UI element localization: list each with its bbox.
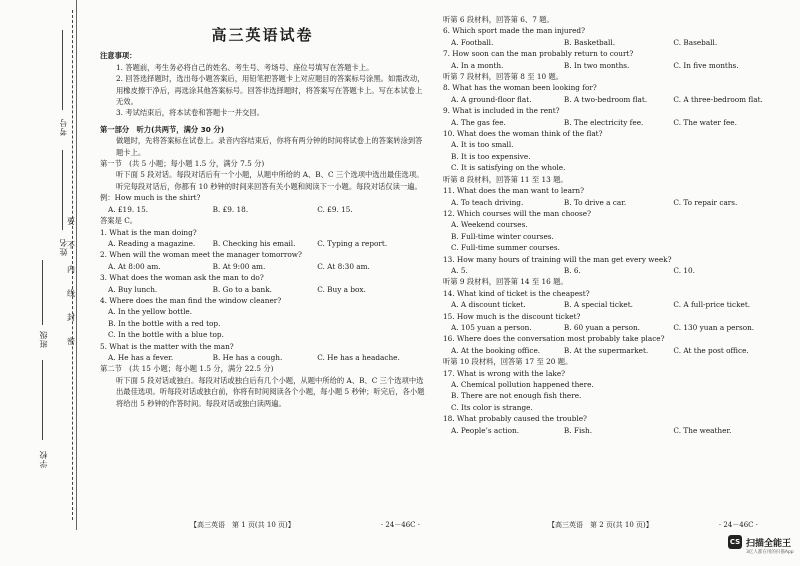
material-heading: 听第 8 段材料，回答第 11 至 13 题。 xyxy=(443,174,568,184)
option: B. 60 yuan a person. xyxy=(563,322,640,332)
material-heading: 听第 6 段材料，回答第 6、7 题。 xyxy=(443,15,554,24)
option: B. There are not enough fish there. xyxy=(451,391,582,401)
question: 13. How many hours of training will the man get every week? xyxy=(443,254,672,264)
option: A. A ground-floor flat. xyxy=(451,94,532,104)
option: A. 5. xyxy=(451,265,468,275)
question: 2. When will the woman meet the manager tomorrow? xyxy=(100,250,302,260)
option: B. Basketball. xyxy=(563,37,616,47)
name-blank xyxy=(62,150,63,230)
option: B. A two-bedroom flat. xyxy=(563,94,648,104)
option: A. The gas fee. xyxy=(451,117,506,127)
school-blank xyxy=(42,360,43,440)
option: A. Football. xyxy=(451,37,494,47)
question-options xyxy=(443,322,783,333)
binding-strip xyxy=(0,0,92,566)
section1-intro: 听下面 5 段对话。每段对话后有一个小题，从题中所给的 A、B、C 三个选项中选出最佳选项。听完每段对话后，你都有 10 秒钟的时间来回答有关小题和阅读下一小题。每段对话仅读一遍。 xyxy=(116,170,424,191)
option: A. Reading a magazine. xyxy=(108,238,196,248)
seal-char: 线 xyxy=(67,289,75,298)
option: B. Checking his email. xyxy=(212,238,296,248)
question: 6. Which sport made the man injured? xyxy=(443,26,585,36)
label-class: 班级 xyxy=(39,330,48,348)
option: C. Typing a report. xyxy=(317,238,388,248)
option: C. Baseball. xyxy=(673,37,718,47)
option: C. It is satisfying on the whole. xyxy=(451,163,566,173)
question: 15. How much is the discount ticket? xyxy=(443,311,581,321)
option: A. Weekend courses. xyxy=(451,220,528,230)
exam-title: 高三英语试卷 xyxy=(211,26,314,44)
page-code: · 24－46C · xyxy=(380,521,420,529)
question: 3. What does the woman ask the man to do? xyxy=(100,273,264,283)
seal-char: 内 xyxy=(67,265,75,274)
option: A. A discount ticket. xyxy=(451,300,526,310)
option: C. At 8:30 am. xyxy=(317,261,370,271)
seal-char: 不 xyxy=(67,241,75,250)
option: C. Buy a box. xyxy=(317,284,366,294)
option: A. In the yellow bottle. xyxy=(108,307,193,317)
option: B. Go to a bank. xyxy=(212,284,272,294)
option: B. £9. 18. xyxy=(212,204,249,214)
option: A. In a month. xyxy=(451,60,504,70)
exam-number-blank xyxy=(62,30,63,110)
example-question: 例：How much is the shirt? xyxy=(100,193,201,203)
seal-char: 封 xyxy=(67,313,75,322)
option: B. In the bottle with a red top. xyxy=(108,318,221,328)
option: A. He has a fever. xyxy=(108,352,174,362)
label-name: 姓名 xyxy=(59,238,68,256)
note-item: 3. 考试结束后，将本试卷和答题卡一并交回。 xyxy=(116,108,264,118)
option: B. A special ticket. xyxy=(563,300,633,310)
question-options xyxy=(443,37,783,48)
option: A. Chemical pollution happened there. xyxy=(451,380,594,389)
option: C. In five months. xyxy=(673,60,739,70)
binding-line xyxy=(76,0,77,530)
option: A. It is too small. xyxy=(451,140,514,150)
question: 12. Which courses will the man choose? xyxy=(443,208,592,218)
label-exam-number: 考号 xyxy=(59,118,68,136)
option: C. 130 yuan a person. xyxy=(673,322,755,332)
option: B. To drive a car. xyxy=(563,197,627,207)
question-options xyxy=(443,345,783,356)
material-heading: 听第 10 段材料，回答第 17 至 20 题。 xyxy=(443,357,573,367)
option: C. At the post office. xyxy=(673,345,749,355)
part1-heading: 第一部分 听力(共两节，满分 30 分) xyxy=(100,124,225,134)
part1-intro: 做题时，先将答案标在试卷上。录音内容结束后，你将有两分钟的时间将试卷上的答案转涂到答题卡上。 xyxy=(116,136,423,157)
option: A. 105 yuan a person. xyxy=(451,322,532,332)
option: C. In the bottle with a blue top. xyxy=(108,330,224,340)
option: B. The electricity fee. xyxy=(563,117,644,127)
page-label: 【高三英语 第 2 页(共 10 页)】 xyxy=(548,521,653,529)
question-options xyxy=(443,94,783,105)
option: C. 10. xyxy=(673,265,695,275)
question: 11. What does the man want to learn? xyxy=(443,186,585,196)
question-options xyxy=(100,352,425,363)
option: C. A full-price ticket. xyxy=(673,300,751,310)
material-heading: 听第 9 段材料，回答第 14 至 16 题。 xyxy=(443,277,568,287)
section1-heading: 第一节 (共 5 小题；每小题 1.5 分，满分 7.5 分) xyxy=(100,159,265,169)
option: A. At 8:00 am. xyxy=(108,261,161,271)
left-column xyxy=(100,26,425,409)
question-options xyxy=(443,197,783,208)
option: A. At the booking office. xyxy=(451,345,541,355)
question-options xyxy=(443,60,783,71)
watermark-name: 扫描全能王 xyxy=(746,539,792,549)
option: B. Fish. xyxy=(563,425,593,435)
option: C. The water fee. xyxy=(673,117,737,127)
question-options xyxy=(443,425,783,436)
option: A. To teach driving. xyxy=(451,197,524,207)
question: 1. What is the man doing? xyxy=(100,227,197,237)
option: B. In two months. xyxy=(563,60,630,70)
option: A. £19. 15. xyxy=(108,204,149,214)
notes-heading: 注意事项： xyxy=(100,51,137,61)
question: 10. What does the woman think of the flat? xyxy=(443,129,603,139)
question-options xyxy=(100,261,425,272)
option: B. At the supermarket. xyxy=(563,345,649,355)
option: C. £9. 15. xyxy=(317,204,353,214)
cs-logo-icon: CS xyxy=(728,535,742,549)
option: B. 6. xyxy=(563,265,581,275)
question: 7. How soon can the man probably return to court? xyxy=(443,49,634,59)
page-code: · 24－46C · xyxy=(718,521,758,529)
option: C. To repair cars. xyxy=(673,197,738,207)
option: A. Buy lunch. xyxy=(108,284,158,294)
note-item: 2. 回答选择题时，选出每小题答案后，用铅笔把答题卡上对应题目的答案标号涂黑。如需改动，用橡皮擦干净后，再选涂其他答案标号。回答非选择题时，将答案写在答题卡上。写在本试卷上无效。 xyxy=(116,74,425,107)
option: B. He has a cough. xyxy=(212,352,283,362)
label-school: 学校 xyxy=(39,450,48,468)
footer-right-page xyxy=(548,520,758,530)
example-answer: 答案是 C。 xyxy=(100,216,138,226)
question: 18. What probably caused the trouble? xyxy=(443,414,587,424)
question-options xyxy=(100,238,425,249)
material-heading: 听第 7 段材料，回答第 8 至 10 题。 xyxy=(443,72,564,82)
class-blank xyxy=(42,260,43,325)
example-options xyxy=(100,204,425,215)
question: 9. What is included in the rent? xyxy=(443,106,560,116)
question-options xyxy=(443,299,783,310)
option: B. Full-time winter courses. xyxy=(451,231,554,241)
scanner-watermark xyxy=(728,532,798,562)
option: C. Full-time summer courses. xyxy=(451,243,560,253)
question-options xyxy=(100,284,425,295)
question-options xyxy=(443,265,783,276)
option: B. At 9:00 am. xyxy=(212,261,266,271)
option: B. It is too expensive. xyxy=(451,151,531,161)
question: 17. What is wrong with the lake? xyxy=(443,368,566,378)
footer-left-page xyxy=(190,520,420,530)
question: 4. Where does the man find the window cleaner? xyxy=(100,295,282,305)
question: 5. What is the matter with the man? xyxy=(100,341,234,351)
note-item: 1. 答题前，考生务必将自己的姓名、考生号、考场号、座位号填写在答题卡上。 xyxy=(116,62,374,72)
seal-char: 要 xyxy=(67,217,75,226)
question: 8. What has the woman been looking for? xyxy=(443,83,597,93)
question-options xyxy=(443,117,783,128)
question: 16. Where does the conversation most probably take place? xyxy=(443,334,665,344)
option: A. People’s action. xyxy=(451,425,520,435)
page-label: 【高三英语 第 1 页(共 10 页)】 xyxy=(190,521,295,529)
question: 14. What kind of ticket is the cheapest? xyxy=(443,288,590,298)
right-column xyxy=(443,14,783,436)
watermark-subtitle: 3亿人都在用的扫描App xyxy=(746,550,794,555)
option: C. The weather. xyxy=(673,425,732,435)
seal-char: 密 xyxy=(67,337,75,346)
option: C. A three-bedroom flat. xyxy=(673,94,763,104)
option: C. Its color is strange. xyxy=(451,402,533,412)
section2-intro: 听下面 5 段对话或独白。每段对话或独白后有几个小题，从题中所给的 A、B、C 三个选项中选出最佳选项。听每段对话或独白前，你将有时间阅读各个小题，每小题 5 秒钟；听完后，各小题将给出 5 秒钟的作答时间。每段对话或独白读两遍。 xyxy=(116,375,425,408)
section2-heading: 第二节 (共 15 小题；每小题 1.5 分，满分 22.5 分) xyxy=(100,364,274,374)
option: C. He has a headache. xyxy=(317,352,400,362)
